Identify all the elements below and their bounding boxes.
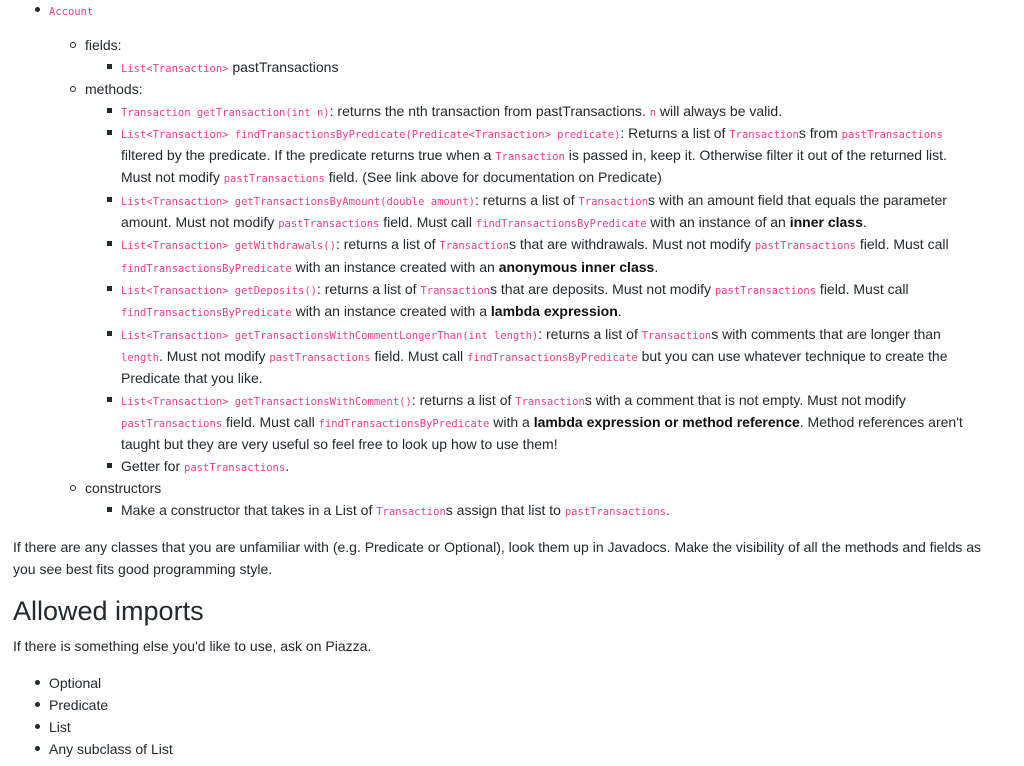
text: s assign that list to xyxy=(445,502,565,518)
method-by-amount xyxy=(121,192,947,210)
text: . xyxy=(666,502,670,518)
text: : returns a list of xyxy=(316,281,421,297)
emphasis: inner class xyxy=(789,214,863,230)
method-signature: List<Transaction> getTransactionsByAmount(double amount) xyxy=(121,196,476,208)
text: : returns a list of xyxy=(335,236,440,252)
method-with-comment-l2 xyxy=(121,414,963,432)
text: s that are withdrawals. Must not modify xyxy=(508,236,755,252)
text: . Must not modify xyxy=(158,348,270,364)
method-signature: List<Transaction> getTransactionsWithCommentLongerThan(int length) xyxy=(121,330,539,342)
text: filtered by the predicate. If the predicate returns true when a xyxy=(121,147,496,163)
method-with-comment-l3: taught but they are very useful so feel free to look up how to use them! xyxy=(121,436,558,452)
method-comment-longer-than xyxy=(121,326,941,344)
code: pastTransactions xyxy=(184,462,286,474)
text: . xyxy=(862,214,867,230)
text: field. Must call xyxy=(379,214,476,230)
text: with an instance of an xyxy=(646,214,790,230)
text: but you can use whatever technique to create the xyxy=(637,348,948,364)
methods-label: methods: xyxy=(85,81,143,97)
import-item-optional: Optional xyxy=(49,675,102,691)
method-signature: List<Transaction> findTransactionsByPredicate(Predicate<Transaction> predicate) xyxy=(121,129,621,141)
code: Transaction xyxy=(578,196,649,208)
text: field. Must call xyxy=(856,236,949,252)
method-comment-longer-than-l2 xyxy=(121,348,948,366)
bullet xyxy=(107,241,112,246)
bullet xyxy=(107,130,112,135)
code: findTransactionsByPredicate xyxy=(121,263,292,275)
text: : returns the nth transaction from pastTransactions. xyxy=(329,103,650,119)
code: pastTransactions xyxy=(121,418,223,430)
import-item-list: List xyxy=(49,719,71,735)
code: findTransactionsByPredicate xyxy=(467,352,638,364)
text: amount. Must not modify xyxy=(121,214,279,230)
method-find-by-predicate xyxy=(121,125,943,143)
code: pastTransactions xyxy=(754,240,856,252)
bullet xyxy=(35,702,40,707)
bullet xyxy=(35,746,40,751)
paragraph-line-2: you see best fits good programming style. xyxy=(13,561,273,577)
method-get-transaction xyxy=(121,103,782,121)
text: . xyxy=(617,303,622,319)
text: Must not modify xyxy=(121,169,224,185)
method-get-withdrawals xyxy=(121,236,949,254)
field-type: List<Transaction> xyxy=(121,63,229,75)
text: Getter for xyxy=(121,458,185,474)
code: findTransactionsByPredicate xyxy=(318,418,490,430)
imports-intro: If there is something else you'd like to use, ask on Piazza. xyxy=(13,638,372,654)
field-name: pastTransactions xyxy=(232,59,339,75)
constructors-label: constructors xyxy=(85,480,162,496)
bullet xyxy=(107,331,112,336)
code: Transaction xyxy=(495,151,565,163)
code: length xyxy=(121,352,159,364)
bullet xyxy=(107,108,112,113)
code: Transaction xyxy=(420,285,490,297)
import-item-predicate: Predicate xyxy=(49,697,109,713)
code: Transaction xyxy=(515,396,585,408)
bullet xyxy=(107,64,112,69)
text: . xyxy=(654,259,659,275)
text: . xyxy=(285,458,290,474)
field-item xyxy=(121,59,338,77)
bullet xyxy=(107,463,112,468)
bullet xyxy=(35,7,40,12)
emphasis: lambda expression xyxy=(490,303,618,319)
text: : returns a list of xyxy=(411,392,516,408)
code: pastTransactions xyxy=(714,285,817,297)
code: findTransactionsByPredicate xyxy=(121,307,292,319)
code: pastTransactions xyxy=(223,173,325,185)
method-get-deposits-l2 xyxy=(121,303,622,321)
method-signature: List<Transaction> getDeposits() xyxy=(121,285,317,297)
account-item xyxy=(49,2,93,20)
code: n xyxy=(649,107,657,119)
method-get-withdrawals-l2 xyxy=(121,259,658,277)
bullet xyxy=(107,507,112,512)
text: s with comments that are longer than xyxy=(711,326,941,342)
method-by-amount-l2 xyxy=(121,214,867,232)
text: : returns a list of xyxy=(475,192,579,208)
text: s from xyxy=(798,125,842,141)
method-comment-longer-than-l3: Predicate that you like. xyxy=(121,370,263,386)
method-getter xyxy=(121,458,289,476)
code: Transaction xyxy=(376,506,446,518)
account-label: Account xyxy=(49,6,94,18)
text: field. Must call xyxy=(370,348,468,364)
method-signature: List<Transaction> getTransactionsWithComment() xyxy=(121,396,412,408)
method-signature: List<Transaction> getWithdrawals() xyxy=(121,240,336,252)
text: will always be valid. xyxy=(656,103,783,119)
method-with-comment xyxy=(121,392,906,410)
text: s with an amount field that equals the parameter xyxy=(648,192,947,208)
emphasis: lambda expression or method reference xyxy=(533,414,800,430)
method-signature: Transaction getTransaction(int n) xyxy=(121,107,330,119)
bullet xyxy=(107,397,112,402)
text: . Method references aren't xyxy=(799,414,963,430)
bullet xyxy=(35,680,40,685)
code: Transaction xyxy=(439,240,509,252)
text: : Returns a list of xyxy=(620,125,730,141)
bullet xyxy=(107,197,112,202)
text: with an instance created with a xyxy=(291,303,491,319)
code: Transaction xyxy=(729,129,799,141)
text: with an instance created with an xyxy=(291,259,499,275)
text: field. Must call xyxy=(816,281,909,297)
text: : returns a list of xyxy=(538,326,642,342)
bullet xyxy=(35,724,40,729)
text: with a xyxy=(489,414,534,430)
bullet xyxy=(107,286,112,291)
code: pastTransactions xyxy=(278,218,380,230)
bullet xyxy=(70,42,76,48)
code: pastTransactions xyxy=(564,506,666,518)
paragraph-line-1: If there are any classes that you are unfamiliar with (e.g. Predicate or Optional), look them up in Javadocs. Make the visibility of all the methods and fields as xyxy=(13,539,982,555)
code: Transaction xyxy=(641,330,712,342)
method-find-by-predicate-l2 xyxy=(121,147,947,165)
code: pastTransactions xyxy=(841,129,943,141)
text: s with a comment that is not empty. Must not modify xyxy=(584,392,906,408)
bullet xyxy=(70,86,76,92)
code: pastTransactions xyxy=(269,352,371,364)
text: field. Must call xyxy=(222,414,319,430)
method-get-deposits xyxy=(121,281,909,299)
section-heading: Allowed imports xyxy=(13,596,204,626)
constructor-item xyxy=(121,502,670,520)
text: field. (See link above for documentation on Predicate) xyxy=(324,169,662,185)
code: findTransactionsByPredicate xyxy=(475,218,647,230)
bullet xyxy=(70,485,76,491)
import-item-subclass: Any subclass of List xyxy=(49,741,173,757)
fields-label: fields: xyxy=(85,37,122,53)
method-find-by-predicate-l3 xyxy=(121,169,662,187)
emphasis: anonymous inner class xyxy=(498,259,655,275)
text: Make a constructor that takes in a List of xyxy=(121,502,377,518)
text: is passed in, keep it. Otherwise filter it out of the returned list. xyxy=(564,147,947,163)
text: s that are deposits. Must not modify xyxy=(490,281,715,297)
